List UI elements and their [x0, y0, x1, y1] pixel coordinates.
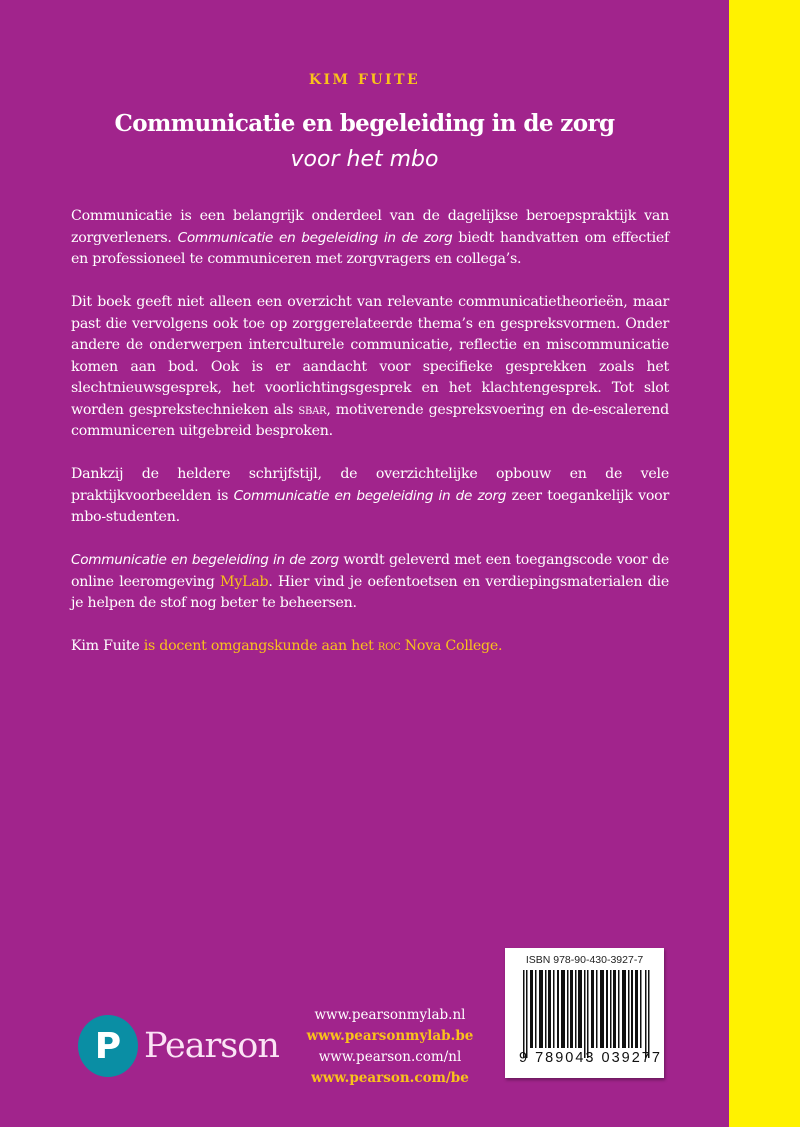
- book-title-italic: Communicatie en begeleiding in de zorg: [233, 487, 507, 504]
- publisher-urls: [296, 1005, 484, 1089]
- blurb-paragraph-1: Communicatie is een belangrijk onderdeel van de dagelijkse beroepspraktijk van zorgverleners. Communicatie en begeleiding in de zorg biedt handvatten om effectief en professioneel te communiceren met zorgvragers en collega’s.: [71, 208, 670, 267]
- ean-digits: 9 789043 039277: [519, 1050, 662, 1066]
- book-title-italic: Communicatie en begeleiding in de zorg: [71, 552, 339, 568]
- isbn-barcode: [505, 948, 664, 1078]
- blurb-paragraph-4: Communicatie en begeleiding in de zorg wordt geleverd met een toegangscode voor de online leeromgeving MyLab. Hier vind je oefentoetsen en verdiepingsmaterialen die je helpen de stof nog beter te beheersen.: [71, 552, 669, 611]
- book-title: Communicatie en begeleiding in de zorg: [114, 110, 615, 137]
- barcode-icon: [523, 970, 651, 1058]
- blurb-paragraph-2: Dit boek geeft niet alleen een overzicht van relevante communicatietheorieën, maar past die vervolgens ook toe op zorggerelateerde thema’s en gespreksvormen. Onder andere de onderwerpen interculturele communicatie, reflectie en miscommunicatie komen aan bod. Ook is er aandacht voor specifieke gesprekken zoals het slechtnieuwsgesprek, het voorlichtingsgesprek en het klachtengesprek. Tot slot worden gesprekstechnieken als sbar, motiverende gespreksvoering en de-escalerend communiceren uitgebreid besproken.: [71, 294, 670, 439]
- author-name: KIM FUITE: [308, 72, 421, 88]
- mylab-highlight: MyLab: [220, 573, 269, 590]
- blurb-paragraph-3: Dankzij de heldere schrijfstijl, de overzichtelijke opbouw en de vele praktijkvoorbeelden is Communicatie en begeleiding in de zorg zeer toegankelijk voor mbo-studenten.: [71, 466, 670, 525]
- url-pearsonmylab-be: www.pearsonmylab.be: [306, 1028, 474, 1044]
- pearson-p-icon: P: [78, 1015, 138, 1077]
- book-title-italic: Communicatie en begeleiding in de zorg: [177, 229, 453, 246]
- pearson-wordmark: Pearson: [144, 1026, 279, 1066]
- pearson-logo: [78, 1015, 279, 1077]
- book-subtitle: voor het mbo: [290, 147, 439, 172]
- url-pearsonmylab-nl: www.pearsonmylab.nl: [314, 1007, 466, 1023]
- url-pearson-be: www.pearson.com/be: [311, 1070, 469, 1086]
- url-pearson-nl: www.pearson.com/nl: [318, 1049, 462, 1065]
- blurb: [71, 206, 669, 679]
- author-bio: Kim Fuite is docent omgangskunde aan het roc Nova College.: [71, 638, 503, 654]
- sbar-abbrev: sbar: [298, 401, 327, 418]
- isbn-label: ISBN 978-90-430-3927-7: [525, 954, 644, 966]
- yellow-spine-strip: [729, 0, 800, 1127]
